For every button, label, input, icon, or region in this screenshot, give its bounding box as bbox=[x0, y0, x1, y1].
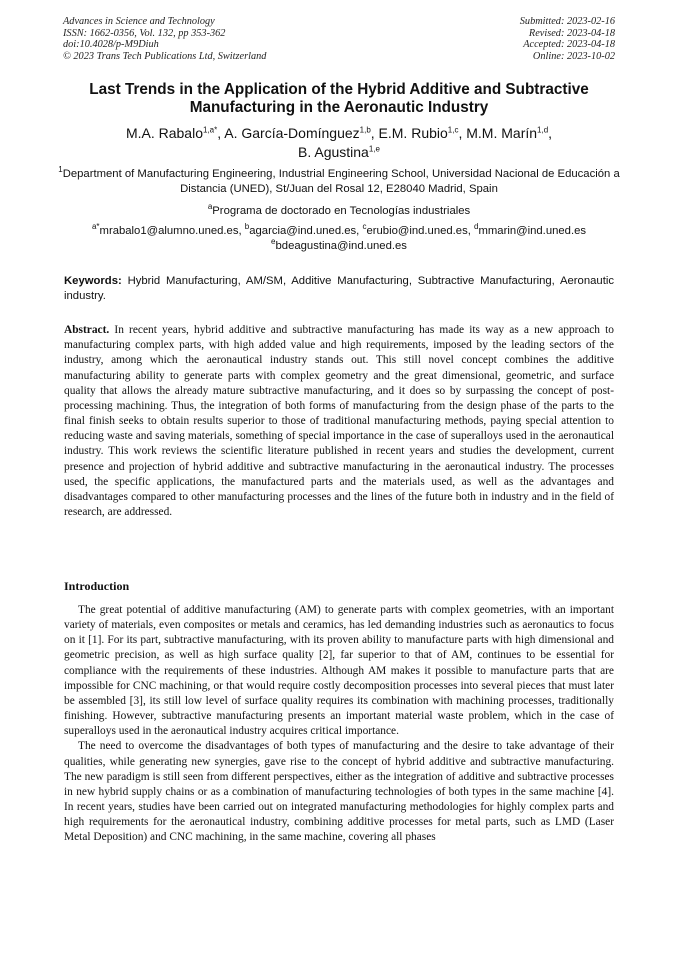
abstract-text: In recent years, hybrid additive and subtractive manufacturing has made its way as a new approach to manufacturing complex parts, with high added value and high requirements, imposed by the leading sectors of the industry, among which the aeronautical industry stands out. This still novel concept combines the additive manufacturing ability to generate parts with complex geometry and the great dimensional, geometric, and surface quality that allows the already mature subtractive manufacturing, and it does so by surpassing the concept of post-processing machining. Thus, the integration of both forms of manufacturing from the design phase of the parts to the final finish seeks to obtain results superior to those of traditional manufacturing methods, paying special attention to reducing waste and saving materials, something of special importance in the case of superalloys used in the aeronautical industry. This work reviews the scientific literature published in recent years and studies the development, current presence and projection of hybrid additive and subtractive manufacturing in the aeronautical industry. The processes used, the specific applications, the manufactured parts and the materials used, as well as the advantages and disadvantages compared to other manufacturing processes and the lines of the future both in industry and in the field of research, are addressed. bbox=[64, 324, 614, 519]
journal-doi: doi:10.4028/p-M9Diuh bbox=[63, 39, 159, 51]
journal-info bbox=[63, 16, 266, 62]
author: A. García-Domínguez$^{1,b}$, bbox=[224, 125, 379, 141]
paper-title: Last Trends in the Application of the Hybrid Additive and Subtractive Manufacturing in the Aeronautic Industry bbox=[89, 81, 589, 116]
author: B. Agustina$^{1,e}$ bbox=[298, 144, 380, 160]
affiliation-department: $^1$Department of Manufacturing Engineering, Industrial Engineering School, Universidad Nacional de Educación a Distancia (UNED), St/Juan del Rosal 12, E28040 Madrid, Spain bbox=[58, 165, 620, 195]
keywords bbox=[64, 274, 614, 303]
journal-name: Advances in Science and Technology bbox=[63, 16, 215, 27]
keywords-label: Keywords: bbox=[64, 275, 122, 287]
author-emails bbox=[40, 224, 638, 254]
author: M.A. Rabalo$^{1,a*}$, bbox=[125, 125, 225, 141]
publication-dates bbox=[520, 16, 615, 62]
affiliation-program: $^a$Programa de doctorado en Tecnologías industriales bbox=[207, 202, 471, 217]
section-heading-introduction: Introduction bbox=[64, 579, 130, 593]
date-revised: Revised: 2023-04-18 bbox=[528, 27, 615, 39]
email[interactable]: $^c$erubio@ind.uned.es, bbox=[362, 222, 475, 237]
email[interactable]: $^d$mmarin@ind.uned.es bbox=[474, 222, 587, 237]
email[interactable]: $^b$agarcia@ind.uned.es, bbox=[244, 222, 363, 237]
email[interactable]: $^e$bdeagustina@ind.uned.es bbox=[271, 237, 407, 252]
date-online: Online: 2023-10-02 bbox=[532, 50, 615, 62]
abstract bbox=[64, 323, 614, 520]
journal-issn: ISSN: 1662-0356, Vol. 132, pp 353-362 bbox=[63, 27, 226, 39]
email[interactable]: $^{a*}$mrabalo1@alumno.uned.es, bbox=[91, 222, 245, 237]
author: M.M. Marín$^{1,d}$, bbox=[466, 125, 553, 141]
journal-copyright: © 2023 Trans Tech Publications Ltd, Switzerland bbox=[63, 50, 267, 62]
introduction-body bbox=[64, 603, 614, 846]
date-submitted: Submitted: 2023-02-16 bbox=[519, 16, 615, 27]
date-accepted: Accepted: 2023-04-18 bbox=[523, 39, 615, 51]
abstract-label: Abstract. bbox=[64, 324, 110, 336]
paragraph: The need to overcome the disadvantages of both types of manufacturing and the desire to take advantage of their qualities, while generating new synergies, gave rise to the concept of hybrid additive and subtractive manufacturing. The new paradigm is still seen from different perspectives, either as the integration of additive and subtractive processes in new hybrid supply chains or as a combination of manufacturing technologies of both types in the same machine [4]. In recent years, studies have been carried out on integrated manufacturing methodologies for highly complex parts and high requirements for the aeronautical industry, combining additive processes for metal parts, such as LMD (Laser Metal Deposition) and CNC machining, in the same machine, covering all phases bbox=[64, 740, 614, 844]
keywords-text: Hybrid Manufacturing, AM/SM, Additive Manufacturing, Subtractive Manufacturing, Aeronautic industry. bbox=[64, 275, 614, 302]
author: E.M. Rubio$^{1,c}$, bbox=[378, 125, 467, 141]
author-list bbox=[40, 124, 638, 162]
paragraph: The great potential of additive manufacturing (AM) to generate parts with complex geometries, with an important variety of materials, even composites or metals and ceramics, has led demanding industries such as aeronautics to focus on it [1]. For its part, subtractive manufacturing, with its proven ability to manufacture parts with high dimensional and geometric precision, as well as high surface quality [2], far superior to that of AM, continues to be essential for compliance with the requirements of these industries. Although AM makes it possible to manufacture parts that are impossible for CNC machining, or that would require costly decomposition processes into several pieces that must later be assembled [3], its still low level of surface quality requires its combination with machining processes, traditionally finishing. However, subtractive manufacturing presents an important material waste problem, which in the case of superalloys used in the aeronautical industry acquires critical importance. bbox=[64, 604, 614, 738]
